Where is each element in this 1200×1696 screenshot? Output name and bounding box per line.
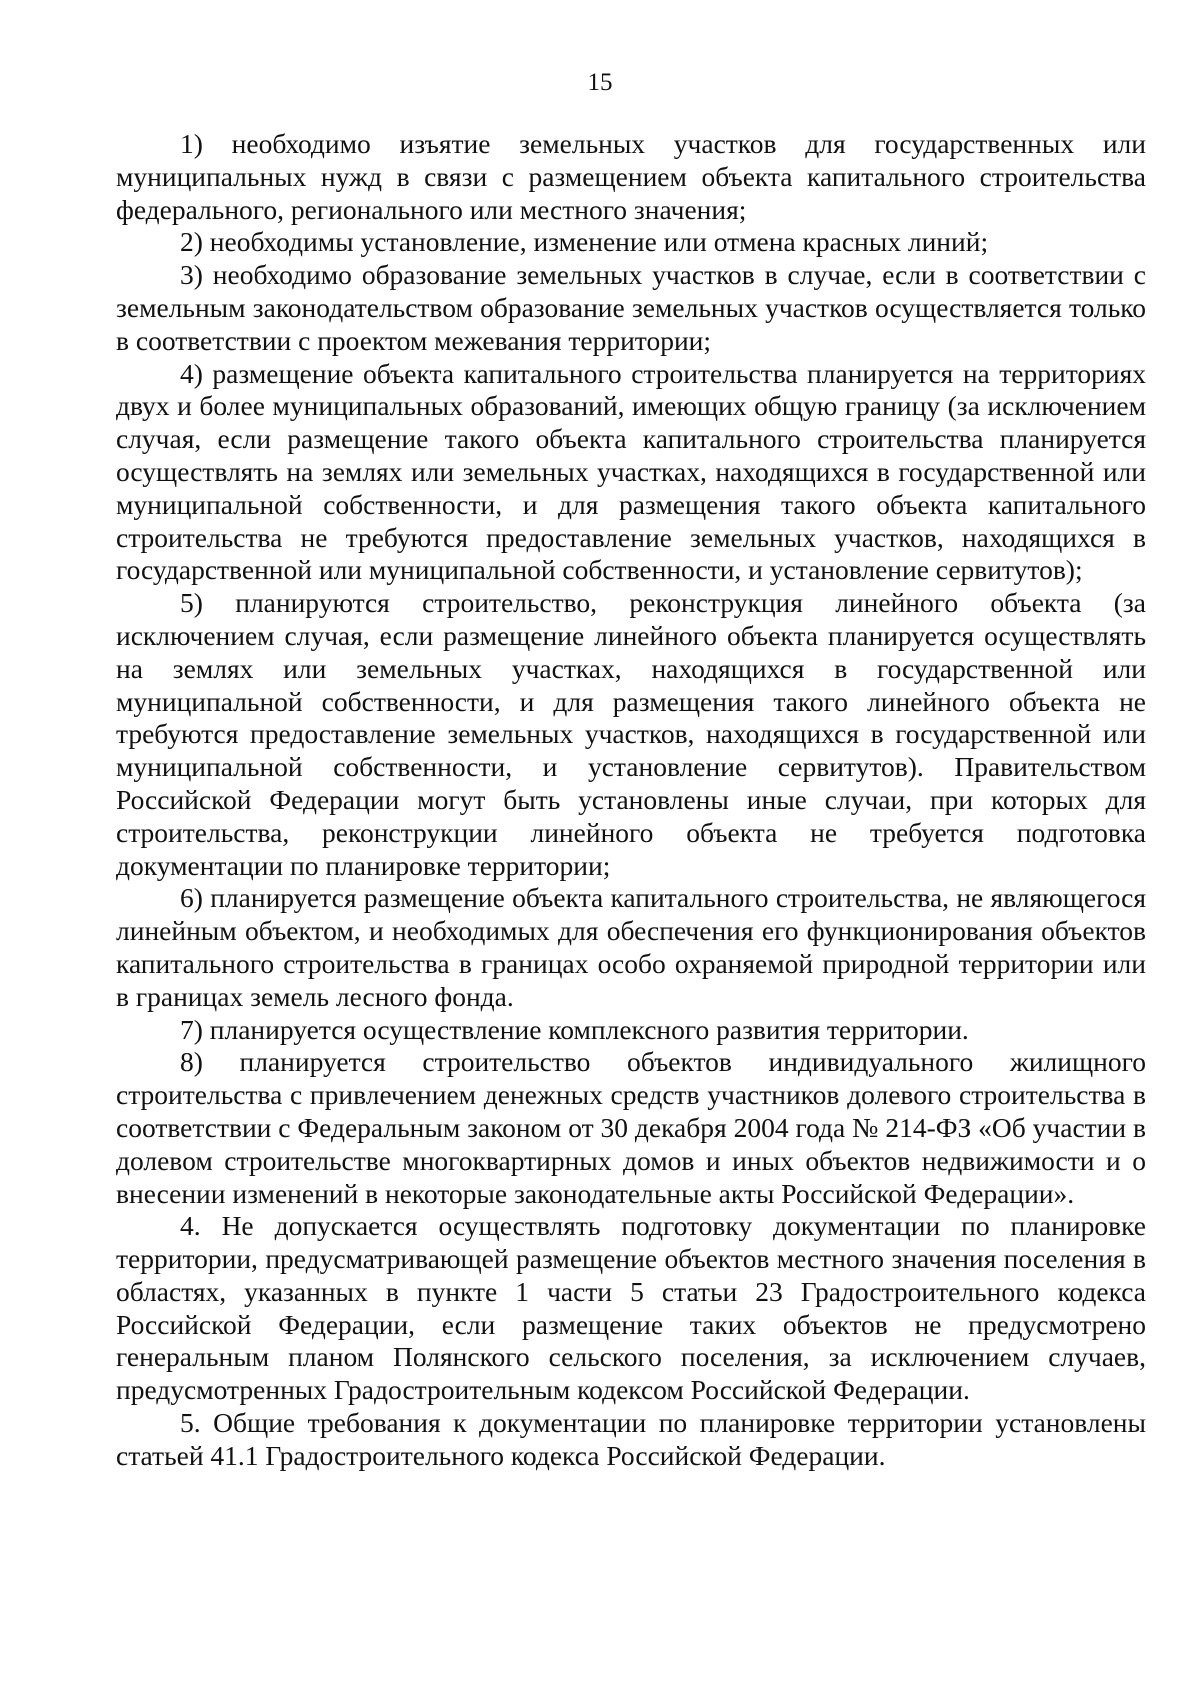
paragraph-item-3: 3) необходимо образование земельных участков в случае, если в соответствии с земельным законодательством образование земельных участков осуществляется только в соответствии с проектом межевания территории; (116, 259, 1146, 356)
paragraph-item-4: 4) размещение объекта капитального строительства планируется на территориях двух и более муниципальных образований, имеющих общую границу (за исключением случая, если размещение такого объекта капитального строительства планируется осуществлять на землях или земельных участках, находящихся в государственной или муниципальной собственности, и для размещения такого объекта капитального строительства не требуются предоставление земельных участков, находящихся в государственной или муниципальной собственности, и установление сервитутов); (116, 357, 1146, 586)
document-body (116, 128, 1146, 1473)
paragraph-item-2: 2) необходимы установление, изменение или отмена красных линий; (180, 226, 989, 258)
paragraph-item-8: 8) планируется строительство объектов индивидуального жилищного строительства с привлечением денежных средств участников долевого строительства в соответствии с Федеральным законом от 30 декабря 2004 года № 214-ФЗ «Об участии в долевом строительстве многоквартирных домов и иных объектов недвижимости и о внесении изменений в некоторые законодательные акты Российской Федерации». (116, 1046, 1146, 1209)
paragraph-item-7: 7) планируется осуществление комплексного развития территории. (180, 1013, 969, 1045)
paragraph-section-5: 5. Общие требования к документации по планировке территории установлены статьей 41.1 Градостроительного кодекса Российской Федерации. (116, 1407, 1146, 1471)
paragraph-item-5: 5) планируются строительство, реконструкция линейного объекта (за исключением случая, если размещение линейного объекта планируется осуществлять на землях или земельных участках, находящихся в государственной или муниципальной собственности, и для размещения такого линейного объекта не требуются предоставление земельных участков, находящихся в государственной или муниципальной собственности, и установление сервитутов). Правительством Российской Федерации могут быть установлены иные случаи, при которых для строительства, реконструкции линейного объекта не требуется подготовка документации по планировке территории; (116, 587, 1146, 881)
paragraph-item-1: 1) необходимо изъятие земельных участков для государственных или муниципальных нужд в связи с размещением объекта капитального строительства федерального, регионального или местного значения; (116, 128, 1146, 225)
paragraph-item-6: 6) планируется размещение объекта капитального строительства, не являющегося линейным объектом, и необходимых для обеспечения его функционирования объектов капитального строительства в границах особо охраняемой природной территории или в границах земель лесного фонда. (116, 882, 1146, 1012)
paragraph-section-4: 4. Не допускается осуществлять подготовку документации по планировке территории, предусматривающей размещение объектов местного значения поселения в областях, указанных в пункте 1 части 5 статьи 23 Градостроительного кодекса Российской Федерации, если размещение таких объектов не предусмотрено генеральным планом Полянского сельского поселения, за исключением случаев, предусмотренных Градостроительным кодексом Российской Федерации. (116, 1210, 1146, 1406)
page-number: 15 (587, 69, 613, 96)
